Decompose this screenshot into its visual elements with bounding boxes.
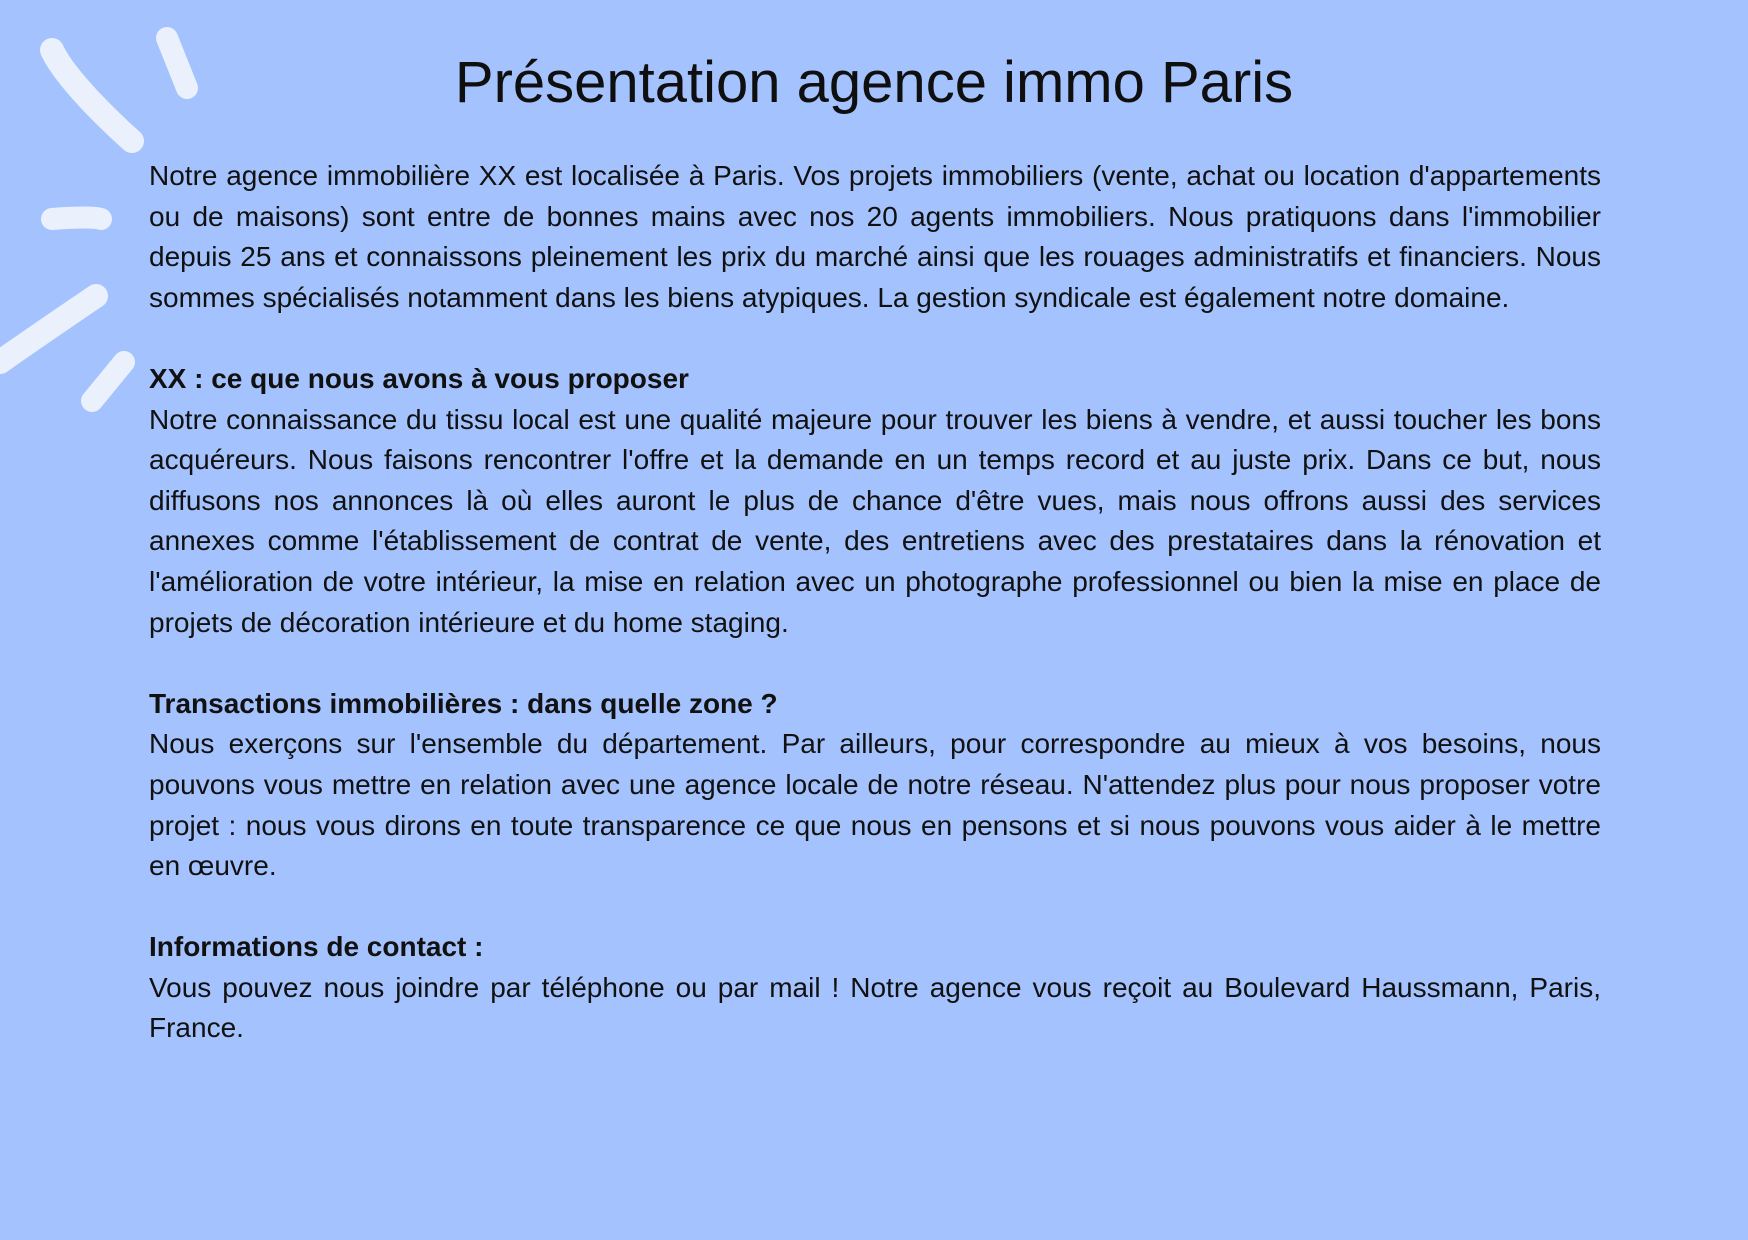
decor-stroke [92,362,124,401]
section-paragraph: Nous exerçons sur l'ensemble du département. Par ailleurs, pour correspondre au mieux à vos besoins, nous pouvons vous mettre en relation avec une agence locale de notre réseau. N'attendez plus pour nous proposer votre projet : nous vous dirons en toute transparence ce que nous en pensons et si nous pouvons vous aider à le mettre en œuvre. [149,728,1601,882]
document-body [149,156,1601,1049]
section-heading: XX : ce que nous avons à vous proposer [149,362,689,394]
section-paragraph: Vous pouvez nous joindre par téléphone ou par mail ! Notre agence vous reçoit au Boulevard Haussmann, Paris, France. [149,971,1601,1044]
section-zone [149,684,1601,887]
section-contact [149,927,1601,1049]
section-offer [149,359,1601,643]
section-heading: Transactions immobilières : dans quelle zone ? [149,687,778,719]
intro-paragraph: Notre agence immobilière XX est localisée à Paris. Vos projets immobiliers (vente, achat ou location d'appartements ou de maisons) sont entre de bonnes mains avec nos 20 agents immobiliers. Nous pratiquons dans l'immobilier depuis 25 ans et connaissons pleinement les prix du marché ainsi que les rouages administratifs et financiers. Nous sommes spécialisés notamment dans les biens atypiques. La gestion syndicale est également notre domaine. [149,160,1601,313]
section-paragraph: Notre connaissance du tissu local est une qualité majeure pour trouver les biens à vendre, et aussi toucher les bons acquéreurs. Nous faisons rencontrer l'offre et la demande en un temps record et au juste prix. Dans ce but, nous diffusons nos annonces là où elles auront le plus de chance d'être vues, mais nous offrons aussi des services annexes comme l'établissement de contrat de vente, des entretiens avec des prestataires dans la rénovation et l'amélioration de votre intérieur, la mise en relation avec un photographe professionnel ou bien la mise en place de projets de décoration intérieure et du home staging. [149,403,1601,638]
page-title: Présentation agence immo Paris [454,50,1294,115]
decor-stroke [52,218,101,220]
section-heading: Informations de contact : [149,931,484,963]
decor-stroke [0,296,96,362]
